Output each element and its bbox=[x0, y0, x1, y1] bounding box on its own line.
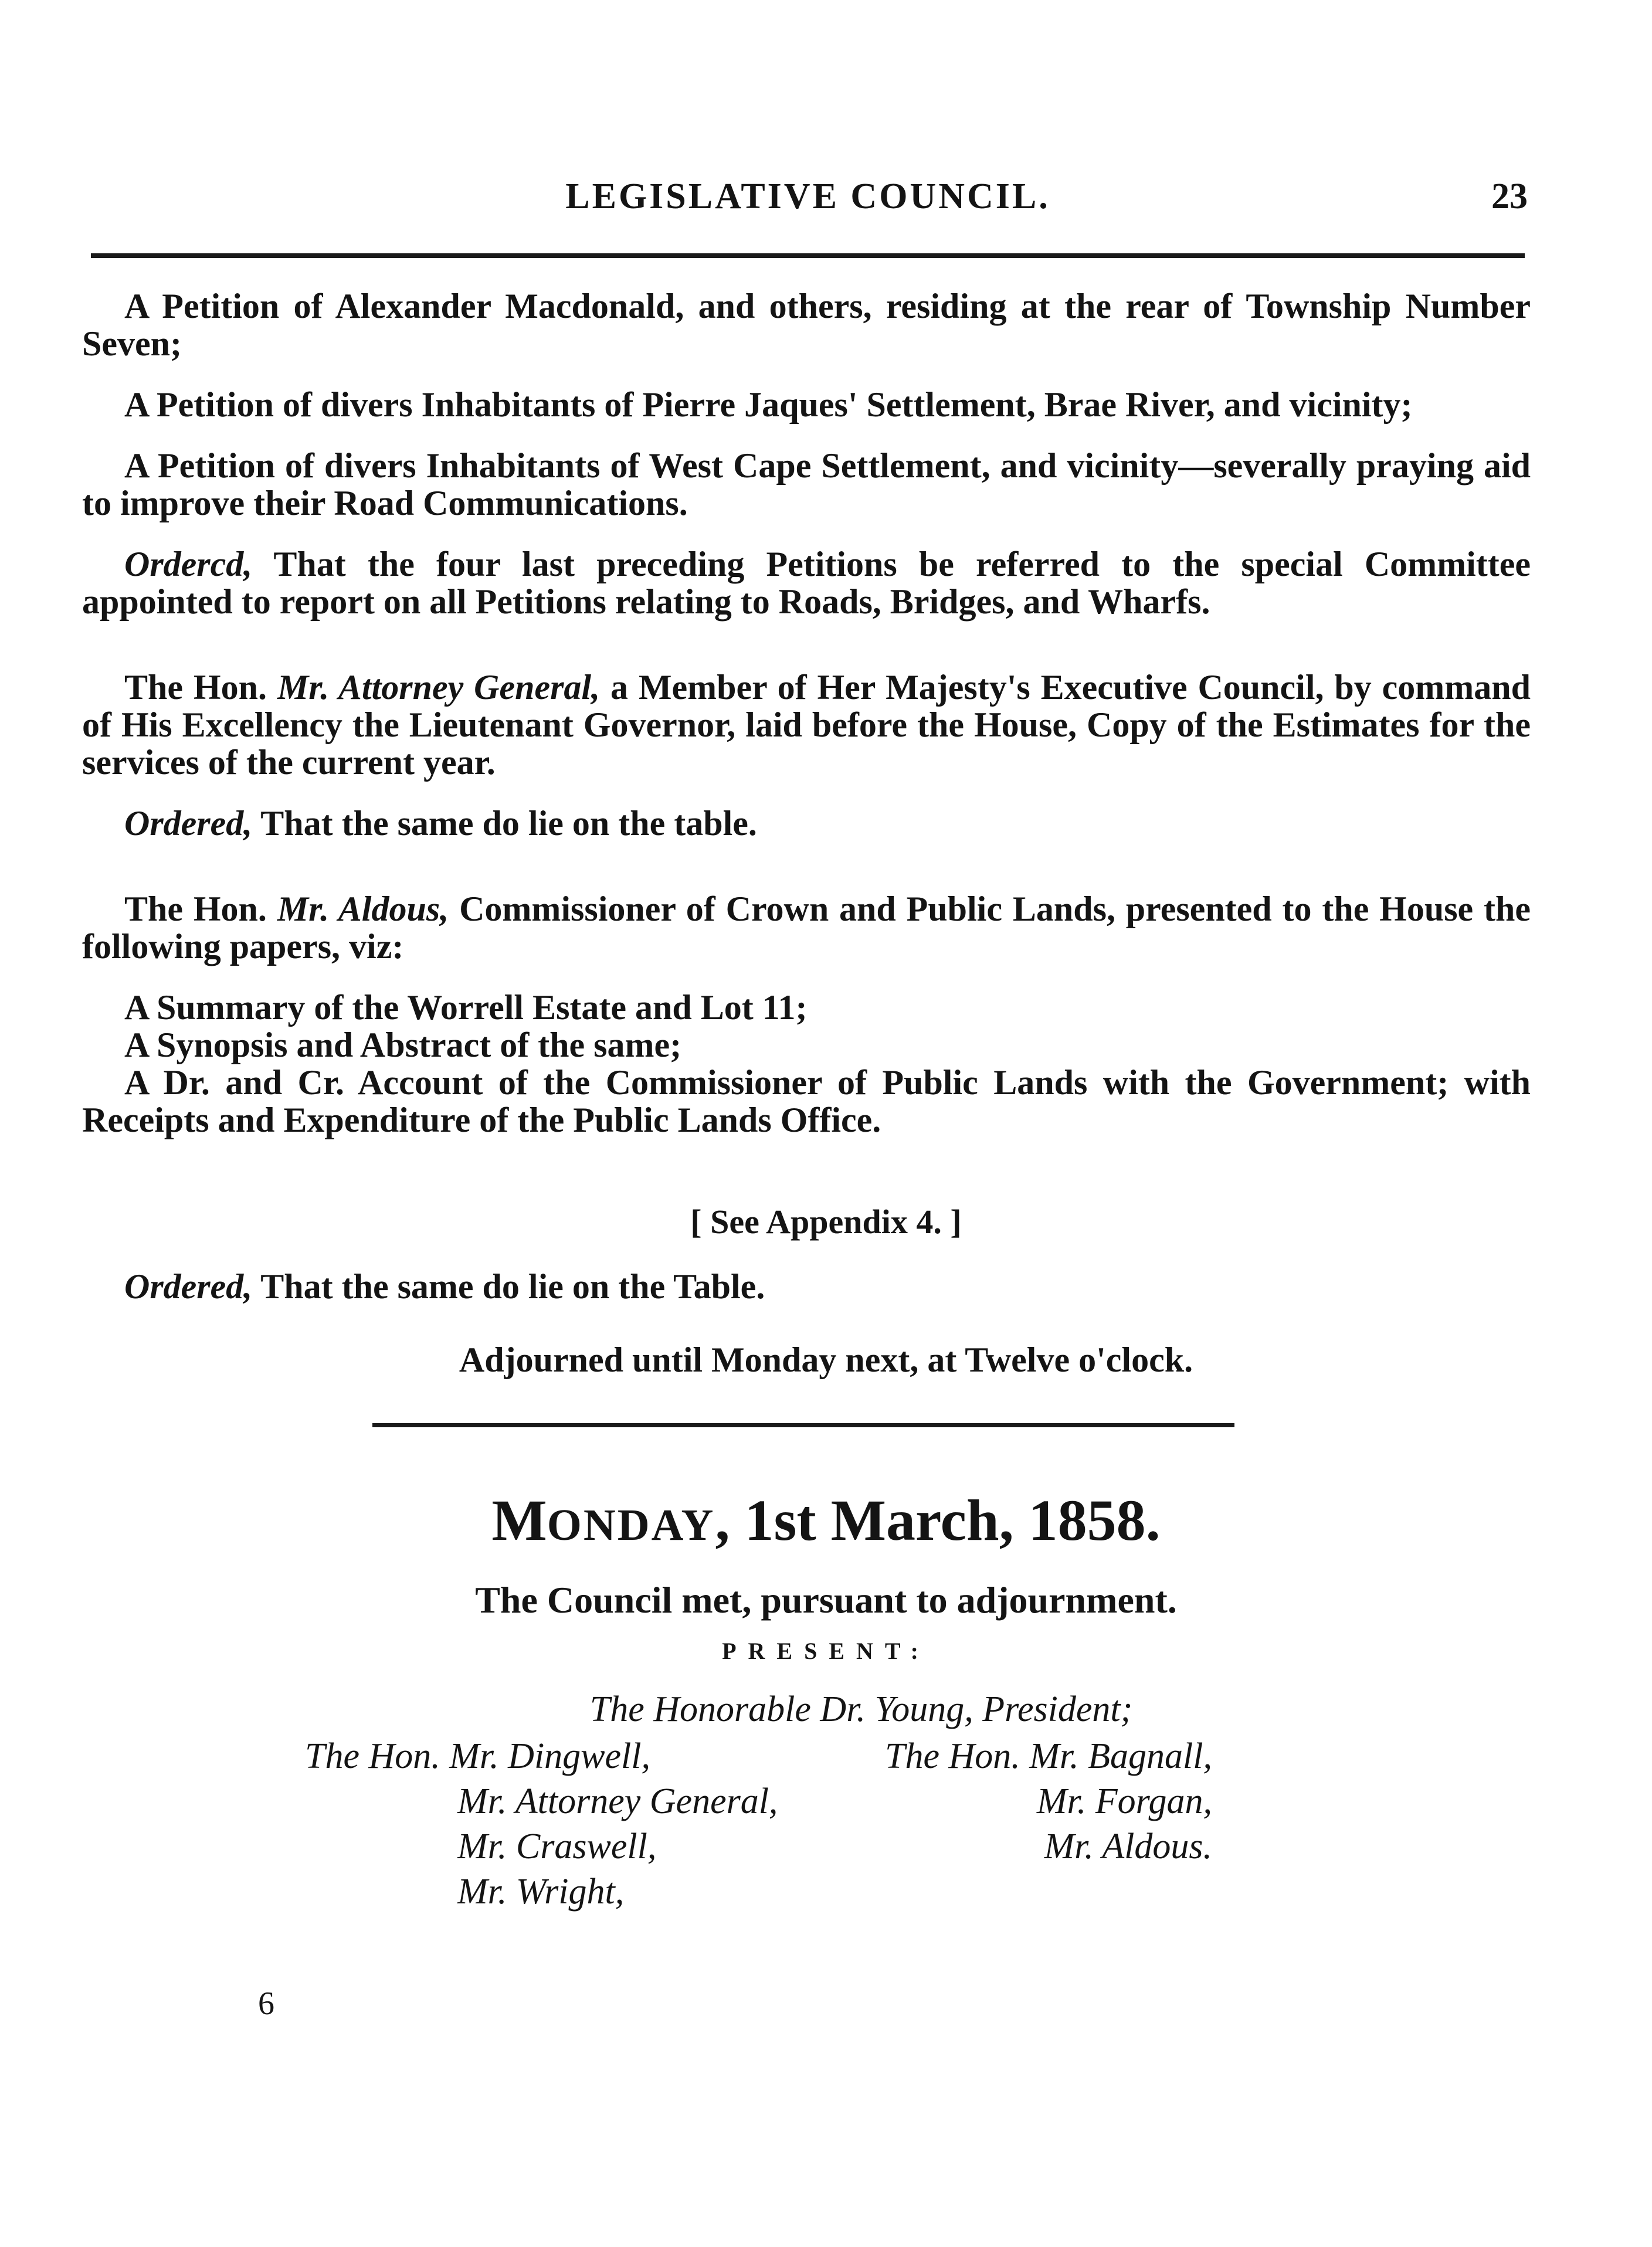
order-text: That the same do lie on the Table. bbox=[260, 1267, 765, 1306]
member-name: Mr. Aldous, bbox=[277, 890, 449, 928]
order-text: That the same do lie on the table. bbox=[260, 804, 757, 843]
member-entry: Mr. Wright, bbox=[457, 1872, 625, 1912]
signature-mark: 6 bbox=[258, 1985, 274, 2022]
adjournment-line: Adjourned until Monday next, at Twelve o'clock. bbox=[459, 1340, 1193, 1379]
running-title: LEGISLATIVE COUNCIL. bbox=[565, 176, 1050, 216]
member-entry: Mr. Forgan, bbox=[1036, 1781, 1212, 1821]
member-name: Mr. Attorney General, bbox=[277, 668, 601, 707]
date-heading bbox=[0, 1486, 1652, 1554]
page-number: 23 bbox=[1491, 176, 1528, 216]
president-entry: The Honorable Dr. Young, President; bbox=[589, 1689, 1133, 1729]
order-text: That the four last preceding Petitions be referred to the special Committee appointed to report on all Petitions relating to Roads, Bridges, and Wharfs. bbox=[82, 545, 1531, 621]
order-lead: Ordered, bbox=[124, 804, 253, 843]
section-rule bbox=[372, 1423, 1234, 1427]
member-entry: Mr. Craswell, bbox=[457, 1827, 657, 1866]
paragraph-text: a Member of Her Majesty's Executive Council, by command of His Excellency the Lieutenant Governor, laid before the House, Copy of the Estimates for the services of the current year. bbox=[82, 668, 1531, 782]
hon-label: The Hon. bbox=[124, 668, 267, 707]
petition-paragraph: A Petition of divers Inhabitants of West Cape Settlement, and vicinity—severally praying aid to improve their Road Communications. bbox=[82, 446, 1531, 522]
order-lead: Ordered, bbox=[124, 1267, 253, 1306]
petition-paragraph: A Petition of Alexander Macdonald, and others, residing at the rear of Township Number Seven; bbox=[82, 287, 1531, 363]
hon-label: The Hon. bbox=[124, 890, 267, 928]
running-head bbox=[88, 176, 1528, 229]
papers-paragraph bbox=[82, 890, 1531, 965]
member-entry: Mr. Aldous. bbox=[1044, 1827, 1212, 1866]
appendix-reference: [ See Appendix 4. ] bbox=[690, 1203, 962, 1241]
day-rest: ONDAY bbox=[547, 1501, 715, 1550]
body-text bbox=[82, 287, 1531, 1139]
order-paragraph bbox=[82, 805, 1531, 842]
present-label: PRESENT: bbox=[722, 1638, 930, 1664]
paper-item: A Synopsis and Abstract of the same; bbox=[124, 1026, 682, 1064]
date-rest: , 1st March, 1858. bbox=[715, 1488, 1161, 1553]
paper-item: A Dr. and Cr. Account of the Commissioner of Public Lands with the Government; with Receipts and Expenditure of the Public Lands Office. bbox=[82, 1063, 1531, 1139]
header-rule bbox=[91, 253, 1525, 258]
petition-paragraph: A Petition of divers Inhabitants of Pierre Jaques' Settlement, Brae River, and vicinity; bbox=[124, 385, 1413, 424]
order-lead: Ordercd, bbox=[124, 545, 253, 583]
met-line: The Council met, pursuant to adjournment. bbox=[475, 1579, 1177, 1621]
member-entry: Mr. Attorney General, bbox=[457, 1781, 778, 1821]
order-paragraph bbox=[82, 545, 1531, 620]
day-initial: M bbox=[491, 1488, 547, 1553]
paper-item: A Summary of the Worrell Estate and Lot 11; bbox=[124, 988, 808, 1027]
member-entry: The Hon. Mr. Dingwell, bbox=[305, 1736, 650, 1776]
member-entry: The Hon. Mr. Bagnall, bbox=[885, 1736, 1212, 1776]
estimates-paragraph bbox=[82, 668, 1531, 781]
paragraph-text: Commissioner of Crown and Public Lands, presented to the House the following papers, viz: bbox=[82, 890, 1531, 966]
order-paragraph bbox=[82, 1267, 1531, 1307]
